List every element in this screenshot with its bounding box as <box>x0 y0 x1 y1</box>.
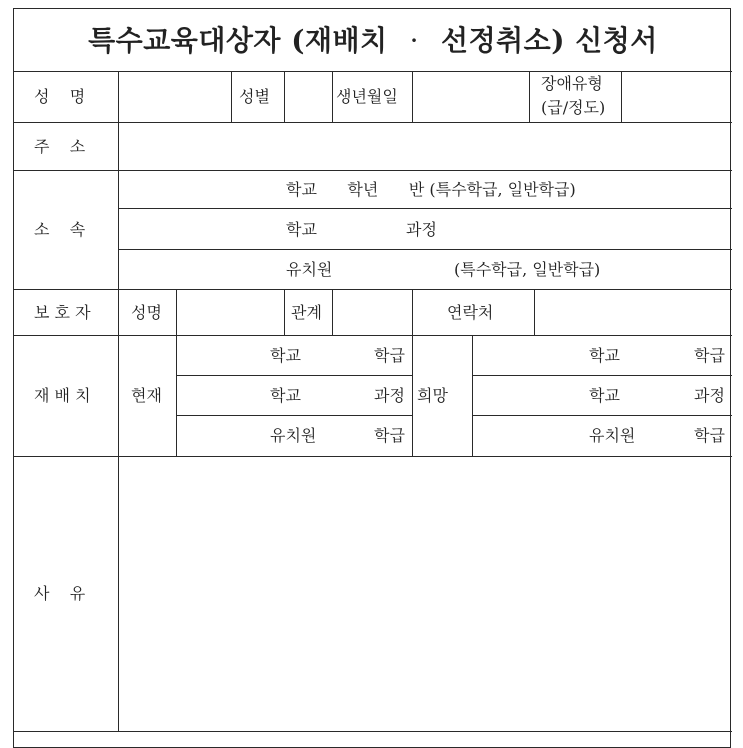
current-kinder-3: 유치원 <box>270 426 317 445</box>
guardian-label: 보 호 자 <box>34 303 91 322</box>
gender-label: 성별 <box>239 87 270 106</box>
hope-kinder-3: 유치원 <box>589 426 636 445</box>
current-course-2: 과정 <box>374 386 405 405</box>
disability-field[interactable] <box>622 72 732 122</box>
contact-field[interactable] <box>535 290 732 335</box>
affiliation-label: 소 속 <box>34 220 86 239</box>
birth-label: 생년월일 <box>336 87 398 106</box>
guardian-name-field[interactable] <box>177 290 284 335</box>
current-school-2: 학교 <box>270 386 301 405</box>
hope-school-2: 학교 <box>589 386 620 405</box>
affiliation-course-label: 과정 <box>406 220 437 239</box>
reason-label: 사 유 <box>34 584 86 603</box>
affiliation-kinder-label: 유치원 <box>286 260 333 279</box>
gender-field[interactable] <box>285 72 332 122</box>
birth-field[interactable] <box>413 72 529 122</box>
guardian-name-label: 성명 <box>131 303 162 322</box>
hope-course-2: 과정 <box>694 386 725 405</box>
affiliation-school-line: 학교 학년 반 (특수학급, 일반학급) <box>286 180 576 199</box>
affiliation-school-label: 학교 <box>286 220 317 239</box>
current-class-3: 학급 <box>374 426 405 445</box>
form-title: 특수교육대상자 (재배치 · 선정취소) 신청서 <box>88 24 658 57</box>
name-label: 성 명 <box>34 87 86 106</box>
disability-sublabel: (급/정도) <box>541 98 606 117</box>
contact-label: 연락처 <box>447 303 494 322</box>
application-form <box>13 8 731 748</box>
disability-label: 장애유형 <box>541 74 603 93</box>
current-class-1: 학급 <box>374 346 405 365</box>
reassign-label: 재 배 치 <box>34 386 91 405</box>
address-field[interactable] <box>119 123 732 170</box>
affiliation-class-type: (특수학급, 일반학급) <box>454 260 601 279</box>
relation-field[interactable] <box>333 290 412 335</box>
hope-label: 희망 <box>417 386 448 405</box>
relation-label: 관계 <box>291 303 322 322</box>
hope-school-1: 학교 <box>589 346 620 365</box>
hope-class-1: 학급 <box>694 346 725 365</box>
reason-field[interactable] <box>119 457 732 731</box>
address-label: 주 소 <box>34 137 86 156</box>
current-label: 현재 <box>131 386 162 405</box>
name-field[interactable] <box>119 72 231 122</box>
current-school-1: 학교 <box>270 346 301 365</box>
hope-class-3: 학급 <box>694 426 725 445</box>
